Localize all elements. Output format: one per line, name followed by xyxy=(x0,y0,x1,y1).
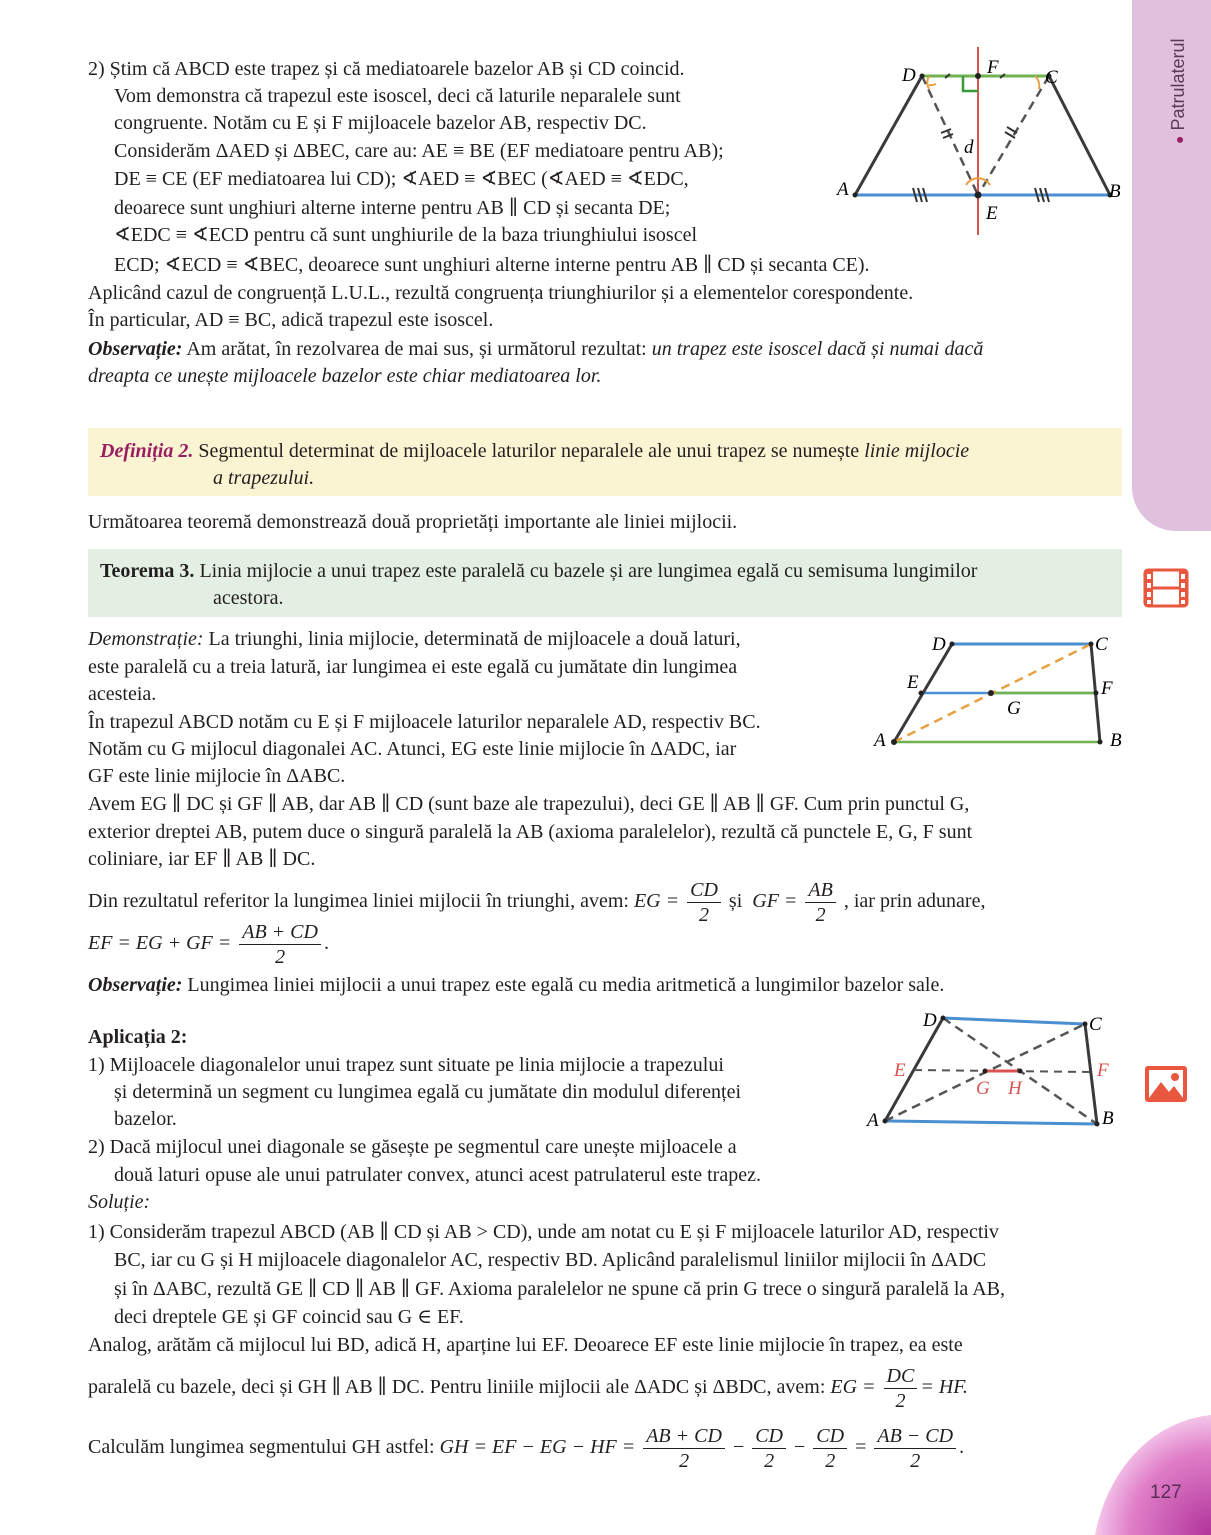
fig1-label-B: B xyxy=(1109,181,1121,202)
fig2-label-F: F xyxy=(1101,678,1113,699)
fig2-label-B: B xyxy=(1110,730,1122,751)
solution-line-3: și în ΔABC, rezultă GE ∥ CD ∥ AB ∥ GF. Axioma paralelelor ne spune că prin G trece o singură paralelă la AB, xyxy=(114,1278,1005,1300)
fig2-label-E: E xyxy=(907,672,919,693)
fig3-label-H: H xyxy=(1008,1078,1022,1099)
demo-line-7: Avem EG ∥ DC și GF ∥ AB, dar AB ∥ CD (sunt baze ale trapezului), deci GE ∥ AB ∥ GF. Cum prin punctul G, xyxy=(88,793,970,815)
fig2-label-A: A xyxy=(874,730,886,751)
demo-line-3: acesteia. xyxy=(88,683,157,705)
app-item2-line-2: două laturi opuse ale unui patrulater convex, atunci acest patrulaterul este trapez. xyxy=(114,1164,761,1186)
fraction-cd-2a: $\frac{CD}{2}$ xyxy=(752,1424,786,1473)
proof2-line-6: deoarece sunt unghiuri alterne interne pentru AB ∥ CD și secanta DE; xyxy=(114,197,671,219)
demo-line-9: coliniare, iar EF ∥ AB ∥ DC. xyxy=(88,848,316,870)
fig3-label-G: G xyxy=(976,1078,990,1099)
app-item1-line-3: bazelor. xyxy=(114,1108,177,1130)
fraction-ab-plus-cd-2: $\frac{AB + CD}{2}$ xyxy=(643,1424,725,1473)
demo-formula-1: Din rezultatul referitor la lungimea liniei mijlocii în triunghi, avem: EG = $\frac{CD}{2}$ și GF = $\frac{AB}{2}$ , iar prin adunare, xyxy=(88,878,986,926)
demo-line-8: exterior dreptei AB, putem duce o singură paralelă la AB (axioma paralelelor), rezultă că punctele E, G, F sunt xyxy=(88,821,973,843)
proof2-observation-cont: dreapta ce unește mijloacele bazelor este chiar mediatoarea lor. xyxy=(88,365,602,387)
solution-line-2: BC, iar cu G și H mijloacele diagonalelor AC, respectiv BD. Aplicând paralelismul liniilor mijlocii în ΔADC xyxy=(114,1249,987,1271)
demo-line-6: GF este linie mijlocie în ΔABC. xyxy=(88,765,346,787)
fig1-label-d: d xyxy=(964,137,974,158)
demo-observation: Observație: Lungimea liniei mijlocii a unui trapez este egală cu media aritmetică a lungimilor bazelor sale. xyxy=(88,974,945,996)
solution-line-6: paralelă cu bazele, deci și GH ∥ AB ∥ DC. Pentru liniile mijlocii ale ΔADC și ΔBDC, avem: EG = $\frac{DC}{2}$ = HF. xyxy=(88,1364,968,1412)
fraction-cd-2b: $\frac{CD}{2}$ xyxy=(813,1424,847,1473)
proof2-line-8: ECD; ∢ECD ≡ ∢BEC, deoarece sunt unghiuri alterne interne pentru AB ∥ CD și secanta CE). xyxy=(114,254,870,276)
corner-decoration xyxy=(1070,1410,1211,1535)
theorem-intro: Următoarea teoremă demonstrează două proprietăți importante ale liniei mijlocii. xyxy=(88,511,738,533)
fraction-ab-2: $\frac{AB}{2}$ xyxy=(805,878,835,927)
proof2-line-2: Vom demonstra că trapezul este isoscel, deci că laturile neparalele sunt xyxy=(114,85,681,107)
demo-line-4: În trapezul ABCD notăm cu E și F mijloacele laturilor neparalele AD, respectiv BC. xyxy=(88,711,761,733)
fig3-label-F: F xyxy=(1097,1060,1109,1081)
page-number: 127 xyxy=(1150,1482,1182,1503)
fraction-dc-2: $\frac{DC}{2}$ xyxy=(884,1364,918,1413)
fig3-label-D: D xyxy=(923,1010,937,1031)
fig1-label-A: A xyxy=(837,179,849,200)
proof2-line-5: DE ≡ CE (EF mediatoarea lui CD); ∢AED ≡ ∢BEC (∢AED ≡ ∢EDC, xyxy=(114,168,689,190)
fig2-label-G: G xyxy=(1007,698,1021,719)
demo-line-1: Demonstrație: La triunghi, linia mijlocie, determinată de mijloacele a două laturi, xyxy=(88,628,741,650)
figure-isosceles-trapezoid xyxy=(835,45,1125,240)
demo-formula-2: EF = EG + GF = $\frac{AB + CD}{2}$ . xyxy=(88,920,329,968)
fig3-label-B: B xyxy=(1102,1108,1114,1129)
demo-line-5: Notăm cu G mijlocul diagonalei AC. Atunci, EG este linie mijlocie în ΔADC, iar xyxy=(88,738,737,760)
video-icon[interactable] xyxy=(1143,568,1189,608)
proof2-observation: Observație: Am arătat, în rezolvarea de mai sus, și următorul rezultat: un trapez este isoscel dacă și numai dacă xyxy=(88,338,984,360)
definition-line-2: a trapezului. xyxy=(213,467,315,489)
proof2-line-10: În particular, AD ≡ BC, adică trapezul este isoscel. xyxy=(88,309,494,331)
fig3-label-E: E xyxy=(894,1060,906,1081)
app-item2-line-1: 2) Dacă mijlocul unei diagonale se găsește pe segmentul care unește mijloacele a xyxy=(88,1136,737,1158)
theorem-line-2: acestora. xyxy=(213,587,284,609)
figure-diagonal-midpoints xyxy=(865,1008,1127,1133)
fig2-label-C: C xyxy=(1095,634,1108,655)
proof2-line-3: congruente. Notăm cu E și F mijloacele bazelor AB, respectiv DC. xyxy=(114,112,647,134)
app-item1-line-2: și determină un segment cu lungimea egală cu jumătate din modulul diferenței xyxy=(114,1081,742,1103)
app-item1-line-1: 1) Mijloacele diagonalelor unui trapez sunt situate pe linia mijlocie a trapezului xyxy=(88,1054,724,1076)
fig1-label-D: D xyxy=(902,65,916,86)
figure-midline-trapezoid xyxy=(868,628,1128,760)
solution-line-4: deci dreptele GE și GF coincid sau G ∈ EF. xyxy=(114,1306,464,1328)
definition-line-1: Definiția 2. Segmentul determinat de mijloacele laturilor neparalele ale unui trapez se numește linie mijlocie xyxy=(100,440,970,462)
image-icon[interactable] xyxy=(1143,1064,1189,1104)
fraction-cd-2: $\frac{CD}{2}$ xyxy=(687,878,721,927)
proof2-line-1: 2) Știm că ABCD este trapez și că mediatoarele bazelor AB și CD coincid. xyxy=(88,58,685,80)
fraction-ab-plus-cd: $\frac{AB + CD}{2}$ xyxy=(239,920,321,969)
fig3-label-C: C xyxy=(1089,1014,1102,1035)
theorem-line-1: Teorema 3. Linia mijlocie a unui trapez este paralelă cu bazele și are lungimea egală cu semisuma lungimilor xyxy=(100,560,978,582)
proof2-line-4: Considerăm ΔAED și ΔBEC, care au: AE ≡ BE (EF mediatoare pentru AB); xyxy=(114,140,724,162)
fig1-label-C: C xyxy=(1045,67,1058,88)
solution-label: Soluție: xyxy=(88,1191,151,1213)
solution-line-5: Analog, arătăm că mijlocul lui BD, adică H, aparține lui EF. Deoarece EF este linie mijlocie în trapez, ea este xyxy=(88,1334,963,1356)
fig3-label-A: A xyxy=(867,1110,879,1131)
fig2-label-D: D xyxy=(932,634,946,655)
application-title: Aplicația 2: xyxy=(88,1026,188,1048)
fig1-label-F: F xyxy=(987,57,999,78)
proof2-line-9: Aplicând cazul de congruență L.U.L., rezultă congruența triunghiurilor și a elementelor corespondente. xyxy=(88,282,914,304)
solution-line-7: Calculăm lungimea segmentului GH astfel: GH = EF − EG − HF = $\frac{AB + CD}{2}$ − $\frac{CD}{2}$ − $\frac{CD}{2}$ = $\frac{AB - CD}{2}$ . xyxy=(88,1424,965,1472)
solution-line-1: 1) Considerăm trapezul ABCD (AB ∥ CD și AB > CD), unde am notat cu E și F mijloacele laturilor AD, respectiv xyxy=(88,1221,999,1243)
proof2-line-7: ∢EDC ≡ ∢ECD pentru că sunt unghiurile de la baza triunghiului isoscel xyxy=(114,224,698,246)
fraction-ab-minus-cd: $\frac{AB - CD}{2}$ xyxy=(874,1424,956,1473)
fig1-label-E: E xyxy=(986,203,998,224)
demo-line-2: este paralelă cu a treia latură, iar lungimea ei este egală cu jumătate din lungimea xyxy=(88,656,738,678)
